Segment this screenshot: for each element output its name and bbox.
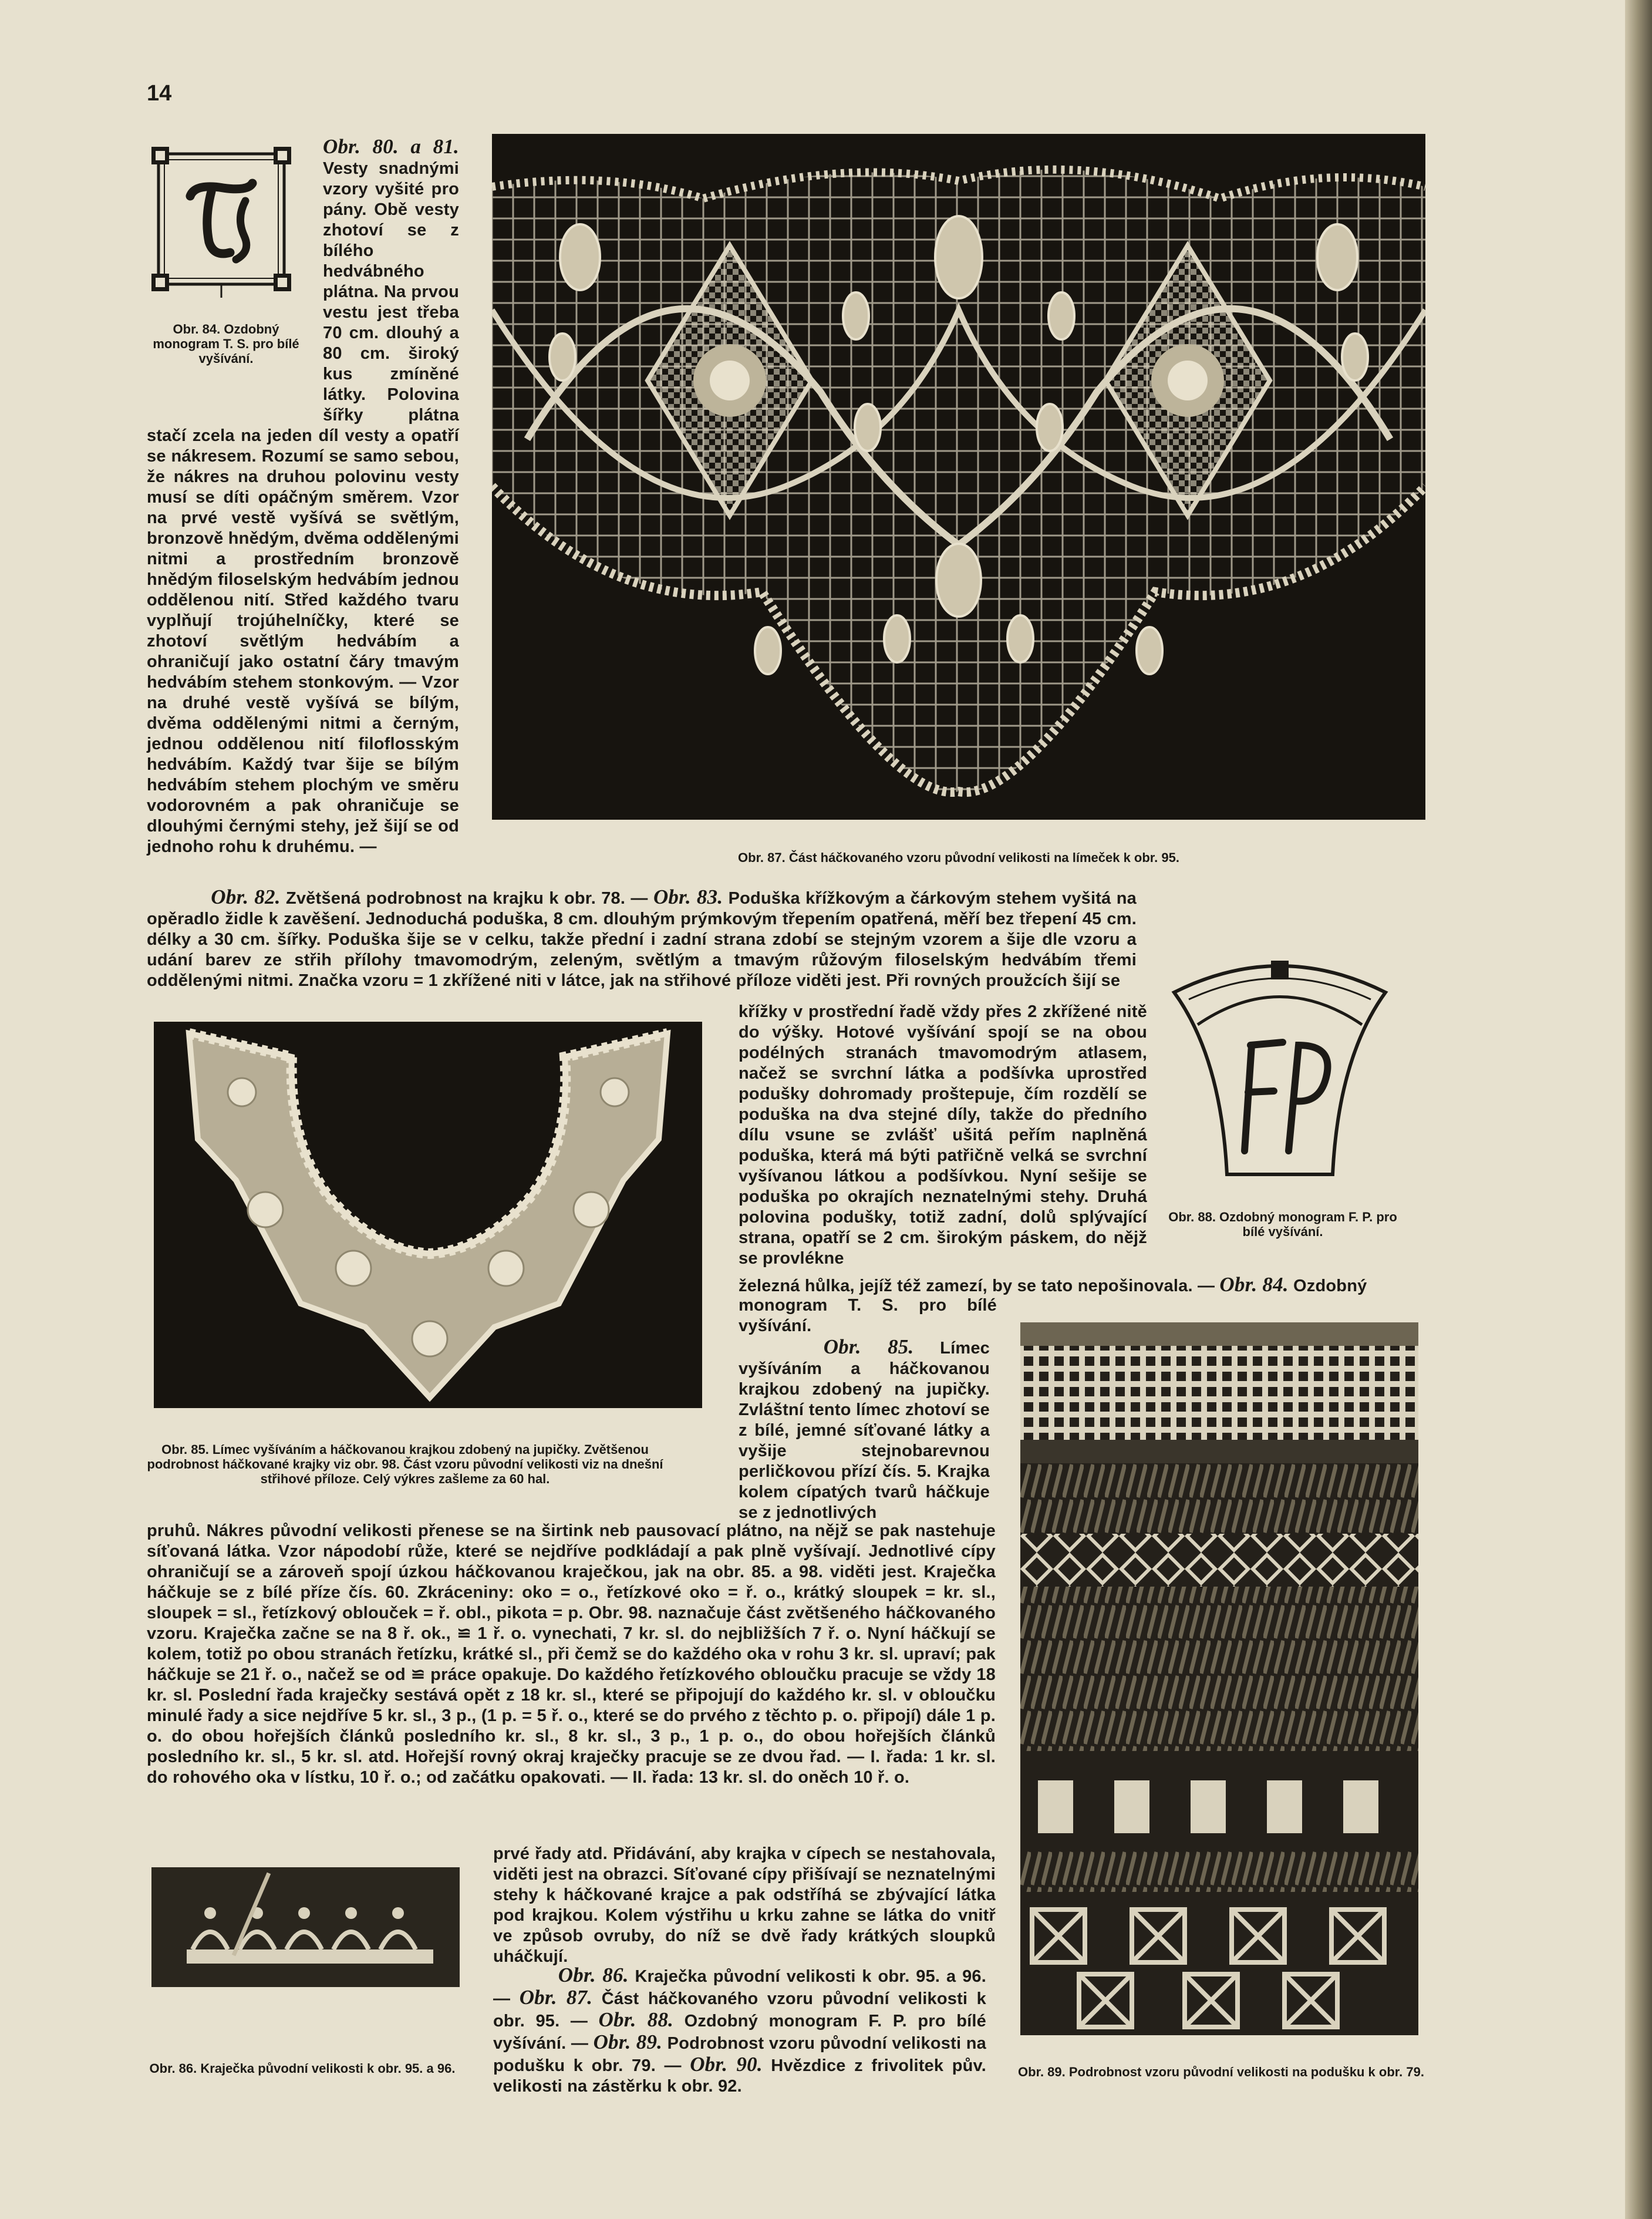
caption-fig-88: Obr. 88. Ozdobný monogram F. P. pro bílé vyšívání. xyxy=(1168,1210,1397,1239)
figure-85-collar xyxy=(154,1022,702,1408)
text-obr-85-body: pruhů. Nákres původní velikosti přenese se na širtink neb pausovací plátno, na nějž se pak nastehuje síťovaná látka. Vzor nápodobí růže, které se nejdříve podkládají a pak plně vyšívají. Jednotlivé cípy ohraničují se a zároveň spojí úzkou háčkovanou kraječkou, jak na obr. 85. a 98. viděti jest. Kraječka háčkuje se z bílé příze čís. 60. Zkráceniny: oko = o., řetízkové oko = ř. o., krátký sloupek = kr. sl., sloupek = sl., řetízkový oblouček = ř. obl., pikota = p. Obr. 98. naznačuje část zvětšeného háčkovaného vzoru. Kraječka začne se na 8 ř. ok., ≌ 1 ř. o. vynechati, 7 kr. sl. do nejbližších 7 ř. o. Nyní háčkují se kolem, totiž po obou stranách řetízku, krátké sl., při čemž se do každého oka v rohu 3 kr. sl. upraví; pak háčkuje se 21 ř. o., načež se od ≌ práce opakuje. Do každého řetízkového obloučku pracuje se vždy 18 kr. sl. Poslední řada kraječky sestává opět z 18 kr. sl., které se připojují do každého kr. sl. v obloučku minulé řady a sice nejdříve 5 kr. sl., 3 p., (1 p. = 5 ř. o., které se do prvého z těchto p. o. připojí) dále 1 p. o. do obou hořejších článků posledního kr. sl., 8 kr. sl., 3 p., 1 p. o., do obou hořejších článků posledního kr. sl., 5 kr. sl. atd. Hořejší rovný okraj kraječky pracuje se ze dvou řad. — I. řada: 1 kr. sl. do rohového oka v lístku, 10 ř. o.; od začátku opakovati. — II. řada: 13 kr. sl. do oněch 10 ř. o. xyxy=(147,1521,996,1787)
text-obr-87: Část háčkovaného vzoru původní velikosti k obr. 95. — xyxy=(493,1989,986,2031)
figure-ref-obr-85: Obr. 85. xyxy=(823,1335,914,1358)
figure-ref-obr-88: Obr. 88. xyxy=(598,2008,674,2031)
pillow-pattern-drawing xyxy=(1020,1322,1418,2035)
figure-ref-obr-87: Obr. 87. xyxy=(519,1986,593,2009)
text-obr-84-a: Ozdobný xyxy=(1293,1277,1367,1295)
figure-ref-obr-80-81: Obr. 80. a 81. xyxy=(323,135,459,158)
caption-fig-87: Obr. 87. Část háčkovaného vzoru původní velikosti na límeček k obr. 95. xyxy=(738,850,1179,865)
text-vesty-description: Vesty snadnými vzory vyšité pro pány. Obě vesty zhotoví se z bílého hedvábného plátna. Na prvou vestu jest třeba 70 cm. dlouhý a 80 cm. široký kus zmíněné látky. Polovina šířky plátna stačí zcela na jeden díl vesty a opatří se nákresem. Rozumí se samo sebou, že nákres na druhou polovinu vesty musí se díti opáčným směrem. Vzor na prvé vestě vyšívá se světlým, bronzově hnědým, dvěma oddělenými nitmi a prostředním bronzově hnědým filoselským hedvábím jednou oddělenou nití. Střed každého tvaru vyplňují trojúhelníčky, které se zhotoví světlým hedvábím a ohraničují jako ostatní čáry tmavým hedvábím stehem stonkovým. — Vzor na druhé vestě vyšívá se bílým, dvěma oddělenými nitmi a černým, jednou oddělenou nití filoflosským hedvábím. Každý tvar šije se bílým hedvábím stehem plochým ve směru vodorovném a pak ohraničuje se dlouhými černými stehy, jež šijí se od jednoho rohu k druhému. — xyxy=(147,159,459,856)
figure-ref-obr-89: Obr. 89. xyxy=(593,2031,663,2053)
paragraph-obr-86-90 xyxy=(493,1965,986,2097)
paragraph-obr-85-intro xyxy=(739,1336,990,1523)
caption-fig-84: Obr. 84. Ozdobný monogram T. S. pro bílé vyšívání. xyxy=(153,322,299,366)
paragraph-obr-83-end xyxy=(739,1274,1431,1297)
text-obr-86: Kraječka původní velikosti k obr. 95. a 96. — xyxy=(493,1967,986,2008)
paragraph-obr-83-continued xyxy=(739,1002,1147,1269)
figure-ref-obr-86: Obr. 86. xyxy=(558,1964,629,1986)
page-number: 14 xyxy=(147,81,172,106)
figure-ref-obr-83: Obr. 83. xyxy=(653,885,723,908)
figure-86-edging xyxy=(151,1867,460,1987)
text-obr-88: Ozdobný monogram F. P. pro bílé vyšívání. — xyxy=(493,2012,986,2053)
lace-pattern-drawing xyxy=(492,134,1425,820)
monogram-fp-drawing xyxy=(1162,957,1397,1192)
paragraph-obr-85-body xyxy=(147,1521,996,1788)
paragraph-obr-80-81 xyxy=(147,136,459,857)
text-obr-84-b: monogram T. S. pro bílé vyšívání. xyxy=(739,1296,997,1335)
text-obr-85-end: prvé řady atd. Přidávání, aby krajka v cípech se nestahovala, viděti jest na obrazci. Síťované cípy přišívají se neznatelnými stehy k háčkované krajce a pak odstříhá se zbývající látka pod krajkou. Kolem výstřihu u krku zahne se látka do vnitř ve způsob ovruby, do níž se dvě řady krátkých sloupků uháčkují. xyxy=(493,1844,996,1966)
text-obr-83-part-3: železná hůlka, jejíž též zamezí, by se tato nepošinovala. — xyxy=(739,1277,1215,1295)
text-obr-83-part-2: křížky v prostřední řadě vždy přes 2 zkřížené nitě do výšky. Hotové vyšívání spojí se na obou podélných stranách tmavomodrým atlasem, načež se svrchní látka a podšívka uprostřed podušky dohromady proštepuje, čím rozdělí se poduška na dva stejné díly, takže do předního dílu vsune se zvlášť ušitá peřím naplněná poduška, která má býti patřičně velká se svrchní vyšívanou látkou a podšívkou. Nyní sešije se poduška po okrajích neznatelnými stehy. Druhá polovina podušky, totiž zadní, dolů splývající strana, opatří se 2 cm. širokým páskem, do nějž se provlékne xyxy=(739,1002,1147,1268)
edging-drawing xyxy=(151,1867,460,1987)
paragraph-obr-84 xyxy=(739,1295,997,1336)
figure-ref-obr-90: Obr. 90. xyxy=(690,2053,763,2076)
collar-drawing xyxy=(154,1022,702,1408)
intro-wrap-spacer xyxy=(147,136,323,412)
figure-ref-obr-82: Obr. 82. xyxy=(211,885,281,908)
text-obr-83-part-1: Poduška křížkovým a čárkovým stehem vyšitá na opěradlo židle k zavěšení. Jednoduchá poduška, 8 cm. dlouhým prýmkovým třepením opatřená, měří bez třepení 45 cm. délky a 30 cm. šířky. Poduška šije se v celku, takže přední i zadní strana zdobí se stejným vzorem a šije dle vzoru a udání barev ze střih přílohy tmavomodrým, zeleným, světlým a tmavým růžovým filoselským hedvábím třemi oddělenými nitmi. Značka vzoru = 1 zkřížené niti v látce, jak na střihové příloze viděti jest. Při rovných proužcích šijí se xyxy=(147,889,1137,990)
text-obr-89: Podrobnost vzoru původní velikosti na podušku k obr. 79. — xyxy=(493,2034,986,2075)
text-obr-90: Hvězdice z frivolitek pův. velikosti na zástěrku k obr. 92. xyxy=(493,2056,986,2096)
page-spine-shadow xyxy=(1625,0,1652,2219)
figure-89-pillow-detail xyxy=(1020,1322,1418,2035)
text-obr-85-intro: Límec vyšíváním a háčkovanou krajkou zdobený na jupičky. Zvláštní tento límec zhotoví se z bílé, jemné síťované látky a vyšije stejnobarevnou perličkovou přízí čís. 5. Krajka kolem cípatých tvarů háčkuje se z jednotlivých xyxy=(739,1339,990,1522)
figure-87-crochet-lace xyxy=(492,134,1425,820)
caption-fig-86: Obr. 86. Kraječka původní velikosti k obr. 95. a 96. xyxy=(149,2061,456,2076)
caption-fig-89: Obr. 89. Podrobnost vzoru původní velikosti na podušku k obr. 79. xyxy=(1018,2065,1424,2079)
figure-ref-obr-84: Obr. 84. xyxy=(1219,1273,1289,1296)
paragraph-obr-85-end xyxy=(493,1844,996,1967)
text-obr-82: Zvětšená podrobnost na krajku k obr. 78. — xyxy=(285,889,648,908)
figure-88-monogram-fp xyxy=(1162,957,1397,1192)
caption-fig-85: Obr. 85. Límec vyšíváním a háčkovanou krajkou zdobený na jupičky. Zvětšenou podrobnost háčkované krajky viz obr. 98. Část vzoru původní velikosti viz na dnešní střihové příloze. Celý výkres zašleme za 60 hal. xyxy=(147,1442,663,1486)
